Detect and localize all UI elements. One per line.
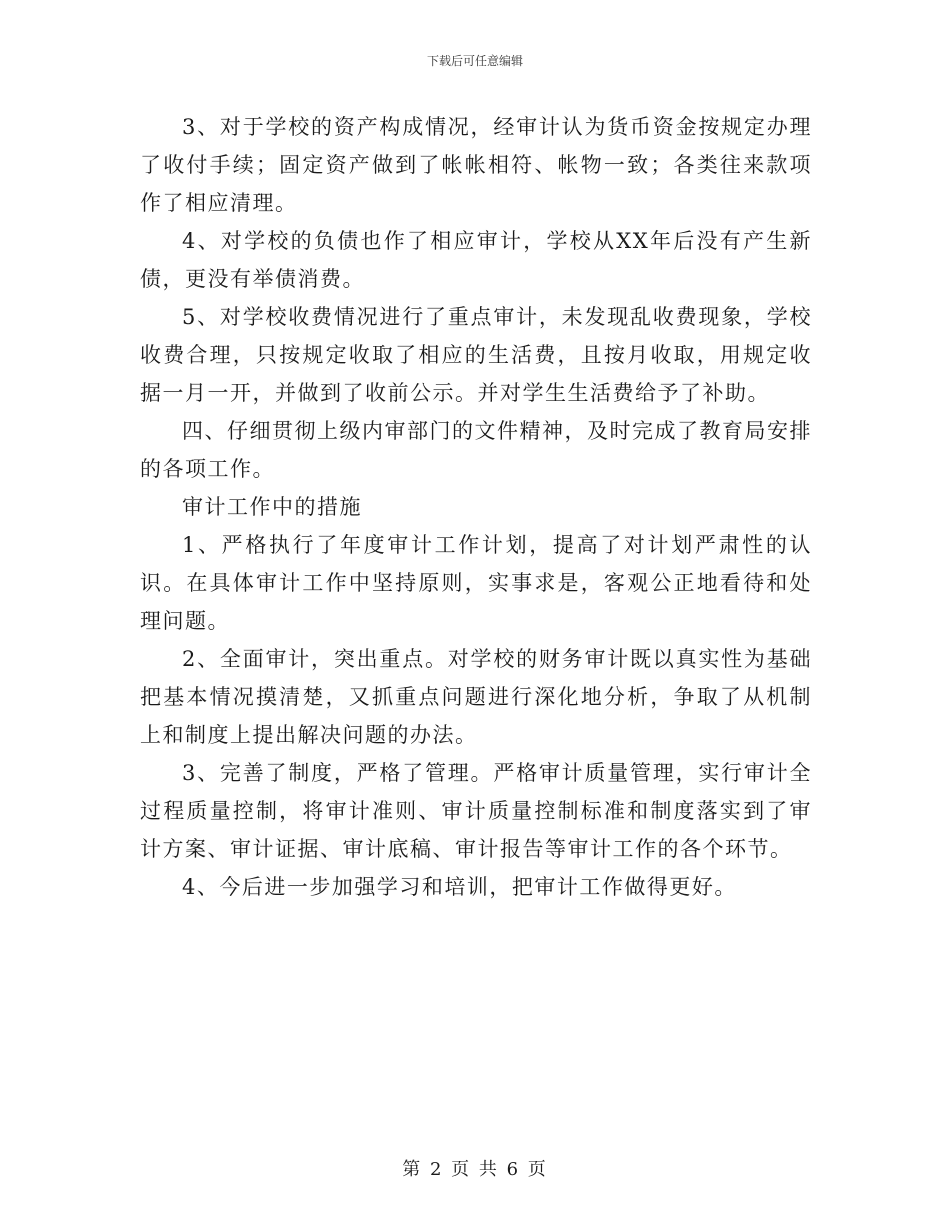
paragraph-section-four: 四、仔细贯彻上级内审部门的文件精神，及时完成了教育局安排的各项工作。 <box>140 419 812 481</box>
paragraph-measure-2: 2、全面审计，突出重点。对学校的财务审计既以真实性为基础把基本情况摸清楚，又抓重点问题进行深化地分析，争取了从机制上和制度上提出解决问题的办法。 <box>140 647 812 747</box>
paragraph-fee-audit: 5、对学校收费情况进行了重点审计，未发现乱收费现象，学校收费合理，只按规定收取了相应的生活费，且按月收取，用规定收据一月一开，并做到了收前公示。并对学生生活费给予了补助。 <box>140 305 812 405</box>
section-heading-measures: 审计工作中的措施 <box>182 495 362 519</box>
document-body <box>140 108 812 906</box>
paragraph-measure-1: 1、严格执行了年度审计工作计划，提高了对计划严肃性的认识。在具体审计工作中坚持原则，实事求是，客观公正地看待和处理问题。 <box>140 533 812 633</box>
page-header: 下载后可任意编辑 <box>426 54 523 68</box>
page-number-footer: 第 2 页 共 6 页 <box>402 1159 548 1180</box>
paragraph-measure-3: 3、完善了制度，严格了管理。严格审计质量管理，实行审计全过程质量控制，将审计准则、审计质量控制标准和制度落实到了审计方案、审计证据、审计底稿、审计报告等审计工作的各个环节。 <box>140 761 812 861</box>
paragraph-asset-audit: 3、对于学校的资产构成情况，经审计认为货币资金按规定办理了收付手续；固定资产做到了帐帐相符、帐物一致；各类往来款项作了相应清理。 <box>140 115 812 215</box>
paragraph-debt-audit: 4、对学校的负债也作了相应审计，学校从XX年后没有产生新债，更没有举债消费。 <box>140 229 812 291</box>
paragraph-measure-4: 4、今后进一步加强学习和培训，把审计工作做得更好。 <box>182 875 737 899</box>
